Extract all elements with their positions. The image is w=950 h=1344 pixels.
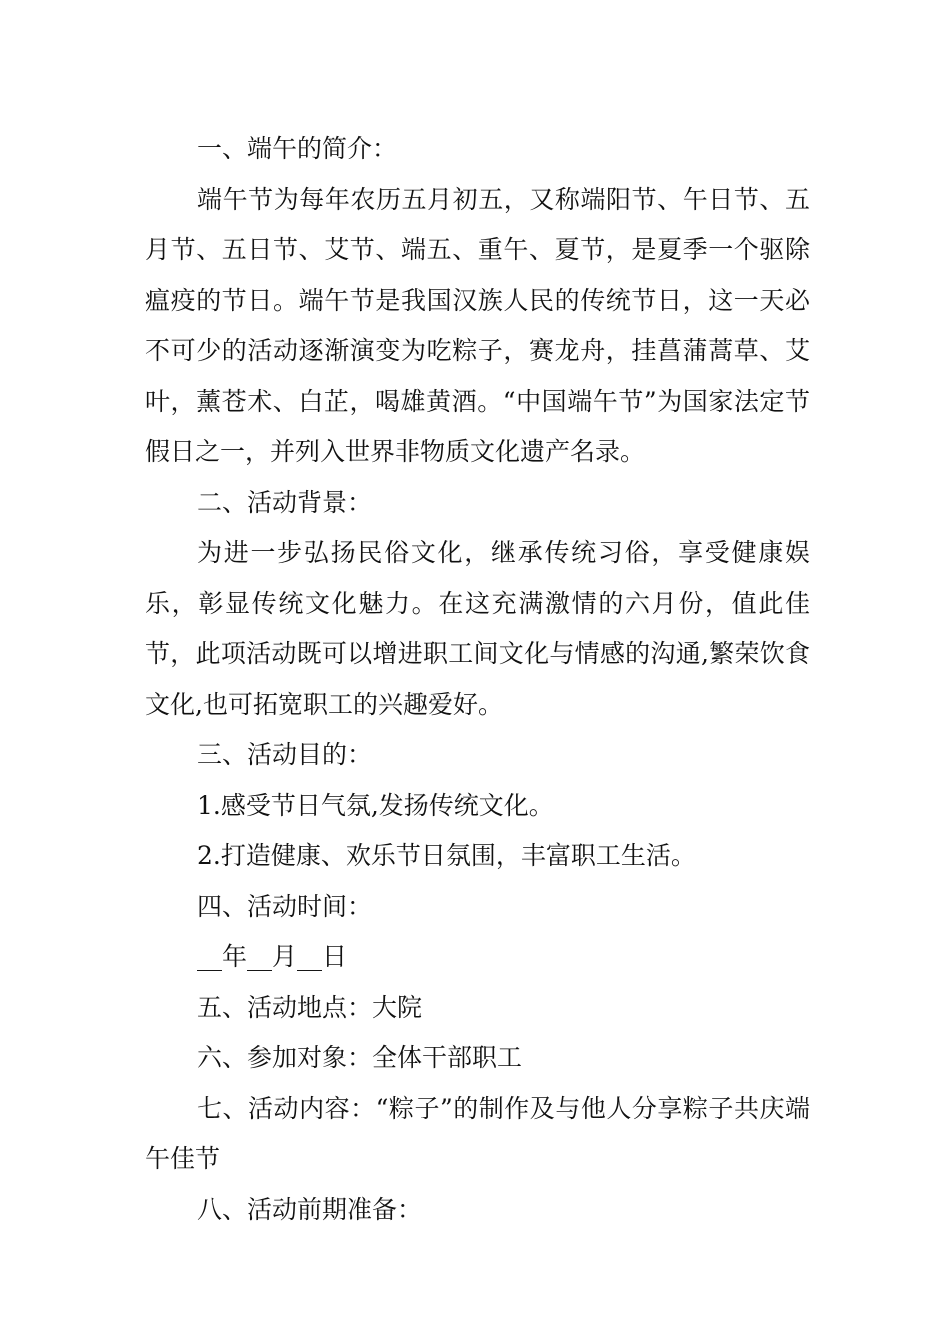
paragraph-background: 为进一步弘扬民俗文化，继承传统习俗，享受健康娱乐，彰显传统文化魅力。在这充满激情的六月份，值此佳节，此项活动既可以增进职工间文化与情感的沟通,繁荣饮食文化,也可拓宽职工的兴趣爱好。 bbox=[145, 538, 810, 719]
paragraph-introduction: 端午节为每年农历五月初五，又称端阳节、午日节、五月节、五日节、艾节、端五、重午、夏节，是夏季一个驱除瘟疫的节日。端午节是我国汉族人民的传统节日，这一天必不可少的活动逐渐演变为吃粽子，赛龙舟，挂菖蒲蒿草、艾叶，薰苍术、白芷，喝雄黄酒。“中国端午节”为国家法定节假日之一，并列入世界非物质文化遗产名录。 bbox=[145, 184, 810, 466]
heading-purpose: 三、活动目的： bbox=[197, 740, 373, 769]
activity-content: 七、活动内容：“粽子”的制作及与他人分享粽子共庆端午佳节 bbox=[145, 1093, 810, 1173]
document-body bbox=[145, 124, 810, 1235]
activity-participants: 六、参加对象：全体干部职工 bbox=[197, 1043, 523, 1072]
activity-date: __年__月__日 bbox=[197, 942, 348, 971]
heading-preparation: 八、活动前期准备： bbox=[197, 1194, 423, 1224]
purpose-item-2: 2.打造健康、欢乐节日氛围，丰富职工生活。 bbox=[197, 841, 696, 870]
activity-location: 五、活动地点：大院 bbox=[197, 992, 423, 1022]
heading-introduction: 一、端午的简介： bbox=[197, 134, 398, 163]
heading-time: 四、活动时间： bbox=[197, 891, 373, 921]
heading-background: 二、活动背景： bbox=[197, 487, 373, 517]
purpose-item-1: 1.感受节日气氛,发扬传统文化。 bbox=[197, 790, 554, 820]
